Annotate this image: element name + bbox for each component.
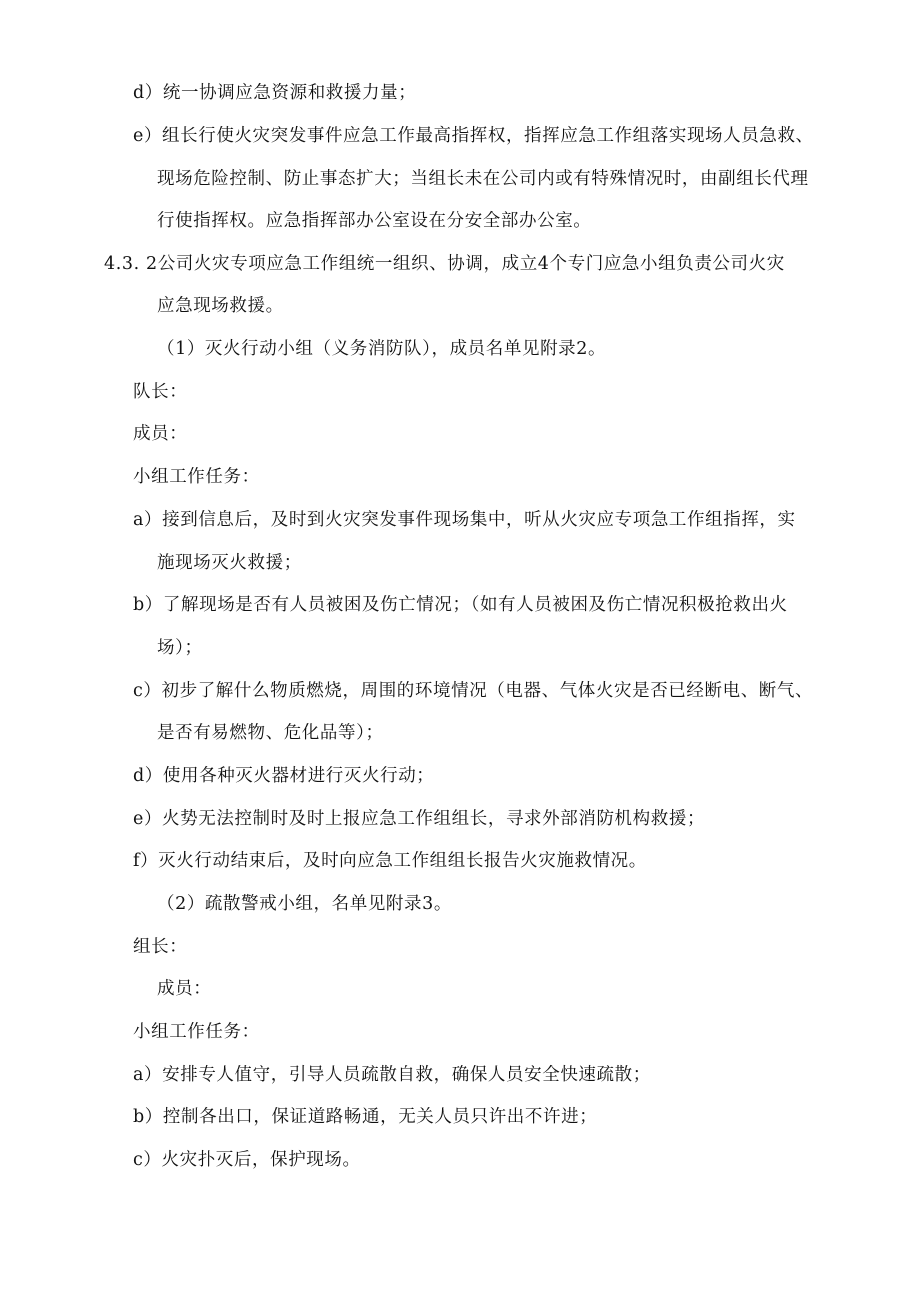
subsection-heading: （1）灭火行动小组（义务消防队），成员名单见附录2。 (157, 339, 607, 359)
text-line: a）安排专人值守，引导人员疏散自救，确保人员安全快速疏散； (133, 1065, 651, 1085)
text-line: 是否有易燃物、危化品等）； (157, 723, 384, 743)
subsection-heading: （2）疏散警戒小组，名单见附录3。 (157, 894, 452, 914)
text-line: 组长： (133, 937, 188, 957)
text-line: d）使用各种灭火器材进行灭火行动； (133, 766, 435, 786)
text-line: c）火灾扑灭后，保护现场。 (133, 1150, 361, 1170)
section-heading: 4.3. 2公司火灾专项应急工作组统一组织、协调，成立4个专门应急小组负责公司火灾 (104, 254, 785, 274)
text-line: f）灭火行动结束后，及时向应急工作组组长报告火灾施救情况。 (133, 851, 647, 871)
text-line: a）接到信息后，及时到火灾突发事件现场集中，听从火灾应专项急工作组指挥，实 (133, 510, 796, 530)
text-line: e）火势无法控制时及时上报应急工作组组长，寻求外部消防机构救援； (133, 809, 706, 829)
text-line: 小组工作任务： (133, 467, 260, 487)
text-line: 现场危险控制、防止事态扩大；当组长未在公司内或有特殊情况时，由副组长代理 (157, 169, 809, 189)
text-line: d）统一协调应急资源和救援力量； (133, 83, 417, 103)
text-line: b）控制各出口，保证道路畅通，无关人员只许出不许进； (133, 1107, 598, 1127)
text-line: 队长： (133, 382, 188, 402)
text-line: 成员： (133, 424, 188, 444)
text-line: e）组长行使火灾突发事件应急工作最高指挥权，指挥应急工作组落实现场人员急救、 (133, 126, 814, 146)
text-line: 成员： (157, 979, 212, 999)
text-line: 应急现场救援。 (157, 296, 284, 316)
text-line: c）初步了解什么物质燃烧，周围的环境情况（电器、气体火灾是否已经断电、断气、 (133, 681, 814, 701)
text-line: 小组工作任务： (133, 1022, 260, 1042)
text-line: 施现场灭火救援； (157, 553, 302, 573)
text-line: 场）； (157, 638, 203, 658)
text-line: b）了解现场是否有人员被困及伤亡情况；（如有人员被困及伤亡情况积极抢救出火 (133, 595, 788, 615)
text-line: 行使指挥权。应急指挥部办公室设在分安全部办公室。 (157, 211, 592, 231)
